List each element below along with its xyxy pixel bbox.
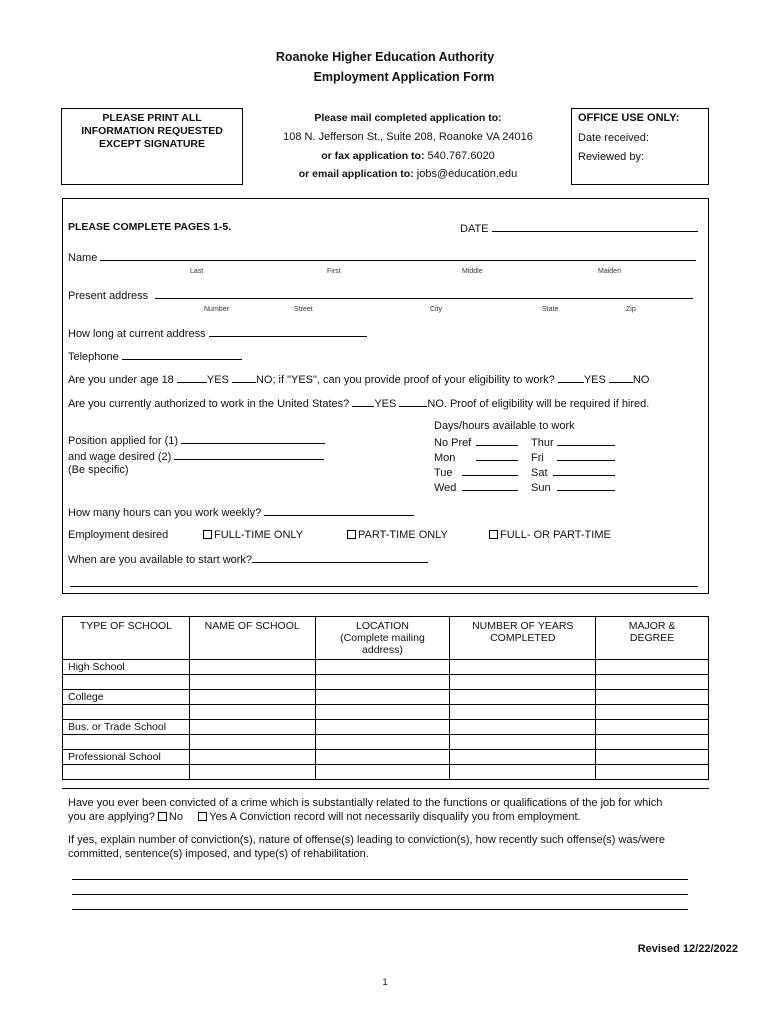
telephone-label: Telephone (68, 351, 119, 363)
school-major-cell[interactable] (596, 735, 709, 750)
school-type-cell (63, 675, 190, 690)
fax-number: 540.767.6020 (427, 150, 495, 162)
authorized-yes-line[interactable] (352, 396, 374, 407)
age-yes-label: YES (206, 374, 232, 386)
full-time-checkbox[interactable] (203, 530, 212, 539)
office-use-box (571, 108, 709, 185)
proof-yes-line[interactable] (558, 372, 584, 383)
option-either[interactable] (489, 529, 611, 541)
fax-line (258, 150, 558, 162)
school-name-cell[interactable] (189, 765, 315, 780)
start-work-label: When are you available to start work? (68, 554, 253, 566)
start-work-extra-line[interactable] (70, 586, 698, 587)
day-thur: Thur (531, 437, 554, 449)
part-time-checkbox[interactable] (347, 530, 356, 539)
conviction-question-line-2: you are applying? (68, 811, 158, 823)
email-address: jobs@education.edu (416, 168, 518, 180)
school-type-cell (63, 705, 190, 720)
school-major-cell[interactable] (596, 690, 709, 705)
name-label: Name (68, 252, 98, 264)
school-type-cell (63, 735, 190, 750)
address-sub-number: Number (204, 306, 229, 313)
part-time-label: PART-TIME ONLY (358, 529, 448, 541)
header-years-completed (450, 617, 596, 660)
position-1-label: Position applied for (1) (68, 435, 179, 447)
email-line (258, 168, 558, 180)
explain-line-3[interactable] (72, 909, 688, 910)
school-type-cell: High School (63, 660, 190, 675)
date-input-line[interactable] (492, 221, 698, 232)
date-label: DATE (460, 223, 489, 235)
proof-no-label: NO (632, 374, 650, 386)
authorized-no-line[interactable] (399, 396, 427, 407)
revised-date: Revised 12/22/2022 (637, 943, 738, 955)
form-title: Employment Application Form (313, 70, 495, 84)
complete-pages-note: PLEASE COMPLETE PAGES 1-5. (68, 221, 232, 233)
hours-weekly-label: How many hours can you work weekly? (68, 507, 262, 519)
day-no-pref-line[interactable] (476, 435, 518, 446)
school-years-cell[interactable] (450, 675, 596, 690)
name-sub-maiden: Maiden (598, 268, 621, 275)
school-location-cell[interactable] (315, 735, 450, 750)
hours-weekly-input-line[interactable] (264, 505, 414, 516)
email-label: or email application to: (298, 168, 414, 180)
reviewed-by-label: Reviewed by: (578, 151, 645, 163)
authorized-question (68, 396, 649, 410)
how-long-label: How long at current address (68, 328, 206, 340)
day-no-pref: No Pref (434, 437, 472, 449)
school-major-cell[interactable] (596, 675, 709, 690)
school-location-cell[interactable] (315, 705, 450, 720)
school-location-cell[interactable] (315, 660, 450, 675)
school-name-cell[interactable] (189, 720, 315, 735)
conviction-question (68, 796, 662, 824)
full-time-label: FULL-TIME ONLY (214, 529, 304, 541)
age-no-label: NO; if "YES", can you provide proof of your eligibility to work? (255, 374, 558, 386)
print-line-3: EXCEPT SIGNATURE (99, 138, 205, 150)
section-divider (62, 788, 709, 789)
address-input-line[interactable] (155, 288, 693, 299)
school-location-cell[interactable] (315, 750, 450, 765)
header-years-line-2: COMPLETED (490, 632, 556, 644)
conviction-note: A Conviction record will not necessarily disqualify you from employment. (229, 811, 581, 823)
print-instructions-box (61, 108, 243, 185)
position-1-input-line[interactable] (181, 433, 325, 444)
address-field[interactable] (68, 288, 693, 302)
school-major-cell[interactable] (596, 660, 709, 675)
school-major-cell[interactable] (596, 705, 709, 720)
day-mon: Mon (434, 452, 456, 464)
day-wed-line[interactable] (462, 480, 518, 491)
day-sat-line[interactable] (553, 465, 615, 476)
conviction-explain-line-2: committed, sentence(s) imposed, and type(s) of rehabilitation. (68, 848, 369, 860)
date-received-label: Date received: (578, 132, 649, 144)
school-location-cell[interactable] (315, 690, 450, 705)
day-tue: Tue (434, 467, 453, 479)
school-years-cell[interactable] (450, 735, 596, 750)
day-fri-line[interactable] (557, 450, 615, 461)
authorized-no-label: NO. Proof of eligibility will be required if hired. (427, 398, 650, 410)
school-type-cell: Professional School (63, 750, 190, 765)
header-major-line-1: MAJOR & (628, 620, 676, 632)
telephone-field[interactable] (68, 349, 242, 363)
day-tue-line[interactable] (462, 465, 518, 476)
mail-heading: Please mail completed application to: (314, 112, 502, 124)
school-name-cell[interactable] (189, 705, 315, 720)
conviction-question-line-1: Have you ever been convicted of a crime which is substantially related to the functions or qualifications of the job for which (68, 797, 663, 809)
header-location (315, 617, 450, 660)
school-type-cell: Bus. or Trade School (63, 720, 190, 735)
table-row (63, 690, 709, 705)
school-name-cell[interactable] (189, 750, 315, 765)
explain-line-1[interactable] (72, 879, 688, 880)
days-left-column (434, 435, 518, 495)
school-name-cell[interactable] (189, 690, 315, 705)
conviction-no-checkbox[interactable] (158, 812, 167, 821)
address-sub-street: Street (294, 306, 313, 313)
option-full-time[interactable] (203, 529, 303, 541)
position-2-input-line[interactable] (174, 449, 324, 460)
school-location-cell[interactable] (315, 720, 450, 735)
hours-weekly-field[interactable] (68, 505, 414, 519)
conviction-no-label: No (168, 811, 183, 823)
mail-address: 108 N. Jefferson St., Suite 208, Roanoke VA 24016 (283, 131, 533, 143)
school-years-cell[interactable] (450, 660, 596, 675)
either-checkbox[interactable] (489, 530, 498, 539)
school-major-cell[interactable] (596, 720, 709, 735)
age-yes-line[interactable] (177, 372, 207, 383)
header-location-line-1: LOCATION (356, 620, 409, 632)
school-type-cell (63, 765, 190, 780)
position-1-field[interactable] (68, 433, 325, 447)
org-title: Roanoke Higher Education Authority (275, 50, 495, 64)
header-major-degree (596, 617, 709, 660)
day-sun: Sun (531, 482, 551, 494)
header-years-line-1: NUMBER OF YEARS (472, 620, 574, 632)
day-thur-line[interactable] (557, 435, 615, 446)
office-heading: OFFICE USE ONLY: (578, 112, 680, 124)
authorized-yes-label: YES (374, 398, 400, 410)
school-name-cell[interactable] (189, 675, 315, 690)
day-sat: Sat (531, 467, 548, 479)
header-name-of-school: NAME OF SCHOOL (189, 617, 315, 660)
proof-no-line[interactable] (609, 372, 633, 383)
age-question-text: Are you under age 18 (68, 374, 177, 386)
header-type-of-school: TYPE OF SCHOOL (63, 617, 190, 660)
name-input-line[interactable] (100, 250, 696, 261)
table-row (63, 750, 709, 765)
header-location-line-3: address) (362, 644, 403, 656)
employment-desired-label: Employment desired (68, 529, 169, 541)
name-sub-first: First (327, 268, 341, 275)
school-major-cell[interactable] (596, 765, 709, 780)
print-line-2: INFORMATION REQUESTED (81, 125, 223, 137)
name-sub-middle: Middle (462, 268, 483, 275)
address-label: Present address (68, 290, 149, 302)
school-major-cell[interactable] (596, 750, 709, 765)
table-row (63, 720, 709, 735)
school-type-cell: College (63, 690, 190, 705)
address-sub-zip: Zip (626, 306, 636, 313)
school-years-cell[interactable] (450, 690, 596, 705)
fax-label: or fax application to: (321, 150, 425, 162)
school-years-cell[interactable] (450, 705, 596, 720)
age-question (68, 372, 649, 386)
school-years-cell[interactable] (450, 765, 596, 780)
option-part-time[interactable] (347, 529, 448, 541)
school-name-cell[interactable] (189, 735, 315, 750)
start-work-field[interactable] (68, 552, 428, 566)
schools-header-row (63, 617, 709, 660)
how-long-field[interactable] (68, 326, 367, 340)
page-number: 1 (382, 977, 388, 988)
name-field[interactable] (68, 250, 696, 264)
authorized-question-text: Are you currently authorized to work in the United States? (68, 398, 353, 410)
either-label: FULL- OR PART-TIME (500, 529, 611, 541)
conviction-yes-label: Yes (209, 811, 228, 823)
table-row (63, 765, 709, 780)
day-mon-line[interactable] (476, 450, 518, 461)
table-row (63, 705, 709, 720)
proof-yes-label: YES (583, 374, 609, 386)
schools-table (62, 616, 709, 780)
address-sub-state: State (542, 306, 559, 313)
header-major-line-2: DEGREE (629, 632, 675, 644)
name-sub-last: Last (190, 268, 204, 275)
school-years-cell[interactable] (450, 720, 596, 735)
day-sun-line[interactable] (557, 480, 615, 491)
table-row (63, 675, 709, 690)
date-field[interactable] (460, 221, 698, 235)
days-heading: Days/hours available to work (434, 420, 575, 432)
age-no-line[interactable] (232, 372, 256, 383)
start-work-input-line[interactable] (252, 552, 428, 563)
telephone-input-line[interactable] (122, 349, 242, 360)
address-sub-city: City (430, 306, 443, 313)
school-name-cell[interactable] (189, 660, 315, 675)
how-long-input-line[interactable] (209, 326, 367, 337)
explain-line-2[interactable] (72, 894, 688, 895)
table-row (63, 735, 709, 750)
header-location-line-2: (Complete mailing (340, 632, 425, 644)
conviction-explain (68, 833, 665, 861)
position-2-label: and wage desired (2) (68, 451, 172, 463)
position-note: (Be specific) (68, 464, 129, 476)
days-right-column (531, 435, 615, 495)
conviction-explain-line-1: If yes, explain number of conviction(s), nature of offense(s) leading to conviction(s), how recently such offense(s) was/were (68, 834, 665, 846)
day-fri: Fri (531, 452, 544, 464)
school-years-cell[interactable] (450, 750, 596, 765)
school-location-cell[interactable] (315, 675, 450, 690)
position-2-field[interactable] (68, 449, 324, 463)
day-wed: Wed (434, 482, 457, 494)
school-location-cell[interactable] (315, 765, 450, 780)
conviction-yes-checkbox[interactable] (198, 812, 207, 821)
table-row (63, 660, 709, 675)
print-line-1: PLEASE PRINT ALL (102, 112, 202, 124)
